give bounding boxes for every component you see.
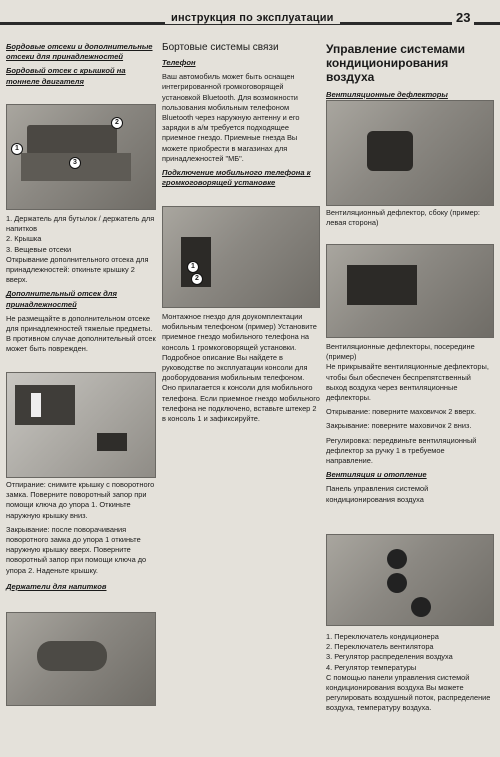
photo-phone-console (162, 206, 320, 308)
col3-para4: Регулировка: передвиньте вентиляционный дефлектор за ручку 1 в требуемое направление. (326, 435, 477, 466)
col3-sub1: Вентиляционные дефлекторы (326, 90, 448, 99)
callout-2: 2 (111, 117, 123, 129)
col2-sub2: Подключение мобильного телефона к громкоговорящей установке (162, 168, 311, 188)
col3-para1: Не прикрывайте вентиляционные дефлекторы, чтобы был обеспечен беспрепятственный выход воздуха через вентиляционные дефлекторы. (326, 362, 489, 403)
callout-3: 3 (69, 157, 81, 169)
col3-cap1: Вентиляционный дефлектор, сбоку (пример: левая сторона) (326, 208, 480, 228)
col1-heading: Бордовые отсеки и дополнительные отсеки для принадлежностей (6, 42, 153, 62)
col3-sub2: Вентиляция и отопление (326, 470, 427, 480)
col2-para2: Монтажное гнездо для доукомплектации мобильным телефоном (пример) Установите приемное гнездо мобильного телефона на консоль 1 громкоговорящей установки. Подробное описание Вы найдете в руководстве по эксплуатации консоли для дооборудования мобильным телефоном. Оно прилагается к консоли для мобильного телефона. Если приемное гнездо мобильного телефона не подключено, вставьте штекер 2 в консоль 1 и зафиксируйте. (162, 312, 320, 424)
photo-cup-holders (6, 612, 156, 706)
fig1-text: Открывание дополнительного отсека для принадлежностей: откиньте крышку 2 вверх. (6, 254, 149, 285)
wheel (97, 433, 127, 451)
knob-2 (387, 573, 407, 593)
lock-box (15, 385, 75, 425)
arrow-down-icon (31, 393, 41, 417)
col1-sub3: Держатели для напитков (6, 581, 107, 591)
column-3-lower (326, 342, 492, 505)
fig1-item-1: 1. Держатель для бутылок / держатель для напитков (6, 214, 155, 234)
photo-accessory-box (6, 372, 156, 478)
fig1-item-3: 3. Вещевые отсеки (6, 244, 72, 254)
col2-heading: Бортовые системы связи (162, 42, 279, 53)
column-1 (6, 42, 156, 87)
compartment-lid (27, 125, 117, 155)
fig3-item-1: 1. Переключатель кондиционера (326, 632, 439, 641)
side-vent (367, 131, 413, 171)
page-header (0, 10, 500, 36)
page-number: 23 (452, 10, 474, 25)
col3-para2: Открывание: поверните маховичок 2 вверх. (326, 407, 477, 417)
column-1-lock (6, 480, 156, 592)
col1-para2: Не размещайте в дополнительном отсеке для принадлежностей тяжелые предметы. В противном случае дополнительный отсек может быть поврежден. (6, 313, 156, 354)
col3-cap2: Вентиляционные дефлекторы, посередине (пример) (326, 342, 475, 362)
col3-para3: Закрывание: поверните маховичок 2 вниз. (326, 421, 472, 431)
col1-para4: Закрывание: после поворачивания поворотного замка до упора 1 откиньте наружную крышку вверх. Поверните поворотный запор при помощи ключа до упора 2. Наденьте крышку. (6, 524, 147, 575)
col2-sub1: Телефон (162, 58, 196, 67)
fig1-item-2: 2. Крышка (6, 234, 42, 244)
photo-climate-panel (326, 534, 494, 626)
knob-3 (411, 597, 431, 617)
fig3-item-3: 3. Регулятор распределения воздуха (326, 652, 453, 662)
cup-holder (37, 641, 107, 671)
column-2-lower (162, 312, 320, 424)
photo-side-vent (326, 100, 494, 206)
column-3-cap1 (326, 208, 492, 228)
column-3 (326, 42, 492, 100)
photo-tunnel-compartment (6, 104, 156, 210)
col1-sub2: Дополнительный отсек для принадлежностей (6, 289, 117, 309)
callout-console-2: 2 (191, 273, 203, 285)
col1-para3: Отпирание: снимите крышку с поворотного замка. Поверните поворотный запор при помощи ключа до упора 1. Откиньте наружную крышку вниз. (6, 480, 155, 520)
callout-1: 1 (11, 143, 23, 155)
header-title: инструкция по эксплуатации (165, 12, 340, 24)
col3-heading: Управление системами кондиционирования воздуха (326, 42, 466, 84)
col3-para6: С помощью панели управления системой кондиционирования воздуха Вы можете регулировать воздушный поток, распределение воздуха, температуру воздуха. (326, 672, 491, 713)
col1-sub1: Бордовый отсек с крышкой на тоннеле двигателя (6, 66, 126, 86)
column-3-bottom (326, 632, 492, 714)
photo-center-vents (326, 244, 494, 338)
column-1-lower (6, 214, 156, 355)
callout-console-1: 1 (187, 261, 199, 273)
column-2 (162, 42, 320, 188)
col2-para1: Ваш автомобиль может быть оснащен интегрированной громкоговорящей установкой Bluetooth. Для возможности пользования мобильным телефоном Bluetooth через наружную антенну и его зарядки в а/м требуется подходящее приемное гнездо. Приемные гнезда Вы можете приобрести в магазинах для принадлежностей "МБ". (162, 72, 300, 163)
fig3-item-2: 2. Переключатель вентилятора (326, 642, 434, 652)
center-vent (347, 265, 417, 305)
col3-para5: Панель управления системой кондиционирования воздуха (326, 484, 429, 504)
fig3-item-4: 4. Регулятор температуры (326, 662, 417, 672)
knob-1 (387, 549, 407, 569)
